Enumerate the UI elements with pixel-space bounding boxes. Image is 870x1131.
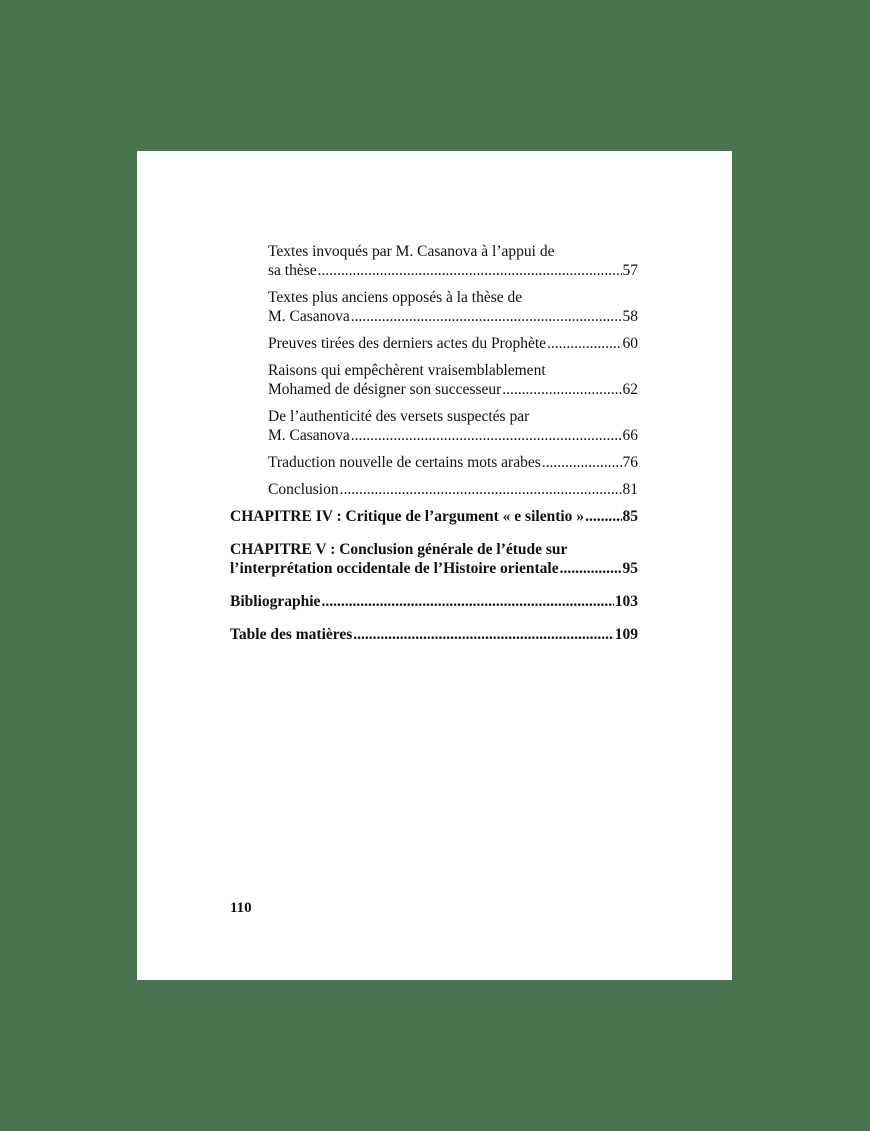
toc-entry bbox=[230, 480, 638, 499]
toc-page-number: 109 bbox=[614, 626, 638, 643]
toc-chapter-entry bbox=[230, 625, 638, 644]
toc-entry-line: Table des matières bbox=[230, 626, 353, 643]
leader-dots bbox=[340, 480, 622, 499]
toc-page-number: 103 bbox=[614, 593, 638, 610]
toc-page-number: 62 bbox=[622, 381, 638, 398]
toc-entry bbox=[230, 242, 638, 280]
toc-entry bbox=[230, 361, 638, 399]
book-page bbox=[137, 151, 732, 980]
toc-chapter-entry bbox=[230, 507, 638, 526]
leader-dots bbox=[351, 426, 622, 445]
leader-dots bbox=[353, 625, 613, 644]
page-number: 110 bbox=[230, 900, 252, 916]
toc-page-number: 95 bbox=[622, 560, 638, 577]
toc-entry bbox=[230, 453, 638, 472]
toc-entry-line: Conclusion bbox=[268, 481, 339, 498]
toc-entry-line: M. Casanova bbox=[268, 308, 350, 325]
toc-page-number: 60 bbox=[622, 335, 638, 352]
toc-entry-line: Textes invoqués par M. Casanova à l’appui de bbox=[268, 243, 555, 260]
toc-entry bbox=[230, 334, 638, 353]
leader-dots bbox=[542, 453, 622, 472]
toc-entry-line: Preuves tirées des derniers actes du Prophète bbox=[268, 335, 547, 352]
toc-chapter-entry bbox=[230, 540, 638, 578]
toc-entry-line: Bibliographie bbox=[230, 593, 321, 610]
toc-entry-line: Textes plus anciens opposés à la thèse de bbox=[268, 289, 523, 306]
toc-chapter-entry bbox=[230, 592, 638, 611]
leader-dots bbox=[502, 380, 621, 399]
toc-entry bbox=[230, 288, 638, 326]
toc-page-number: 81 bbox=[622, 481, 638, 498]
toc-entry-line: De l’authenticité des versets suspectés par bbox=[268, 408, 530, 425]
toc-page-number: 85 bbox=[622, 508, 638, 525]
leader-dots bbox=[351, 307, 622, 326]
leader-dots bbox=[547, 334, 621, 353]
leader-dots bbox=[321, 592, 613, 611]
leader-dots bbox=[318, 261, 622, 280]
toc-entry-line: M. Casanova bbox=[268, 427, 350, 444]
toc-entry bbox=[230, 407, 638, 445]
toc-page-number: 57 bbox=[622, 262, 638, 279]
leader-dots bbox=[560, 559, 622, 578]
toc-entry-line: CHAPITRE V : Conclusion générale de l’étude sur bbox=[230, 541, 568, 558]
toc-page-number: 58 bbox=[622, 308, 638, 325]
toc-entry-line: Raisons qui empêchèrent vraisemblablement bbox=[268, 362, 546, 379]
toc-entry-line: CHAPITRE IV : Critique de l’argument « e silentio » bbox=[230, 508, 585, 525]
toc-page-number: 76 bbox=[622, 454, 638, 471]
toc-entry-line: Traduction nouvelle de certains mots arabes bbox=[268, 454, 541, 471]
table-of-contents bbox=[230, 242, 638, 644]
toc-entry-line: Mohamed de désigner son successeur bbox=[268, 381, 502, 398]
leader-dots bbox=[585, 507, 621, 526]
toc-entry-line: l’interprétation occidentale de l’Histoire orientale bbox=[230, 560, 559, 577]
toc-page-number: 66 bbox=[622, 427, 638, 444]
toc-entry-line: sa thèse bbox=[268, 262, 317, 279]
